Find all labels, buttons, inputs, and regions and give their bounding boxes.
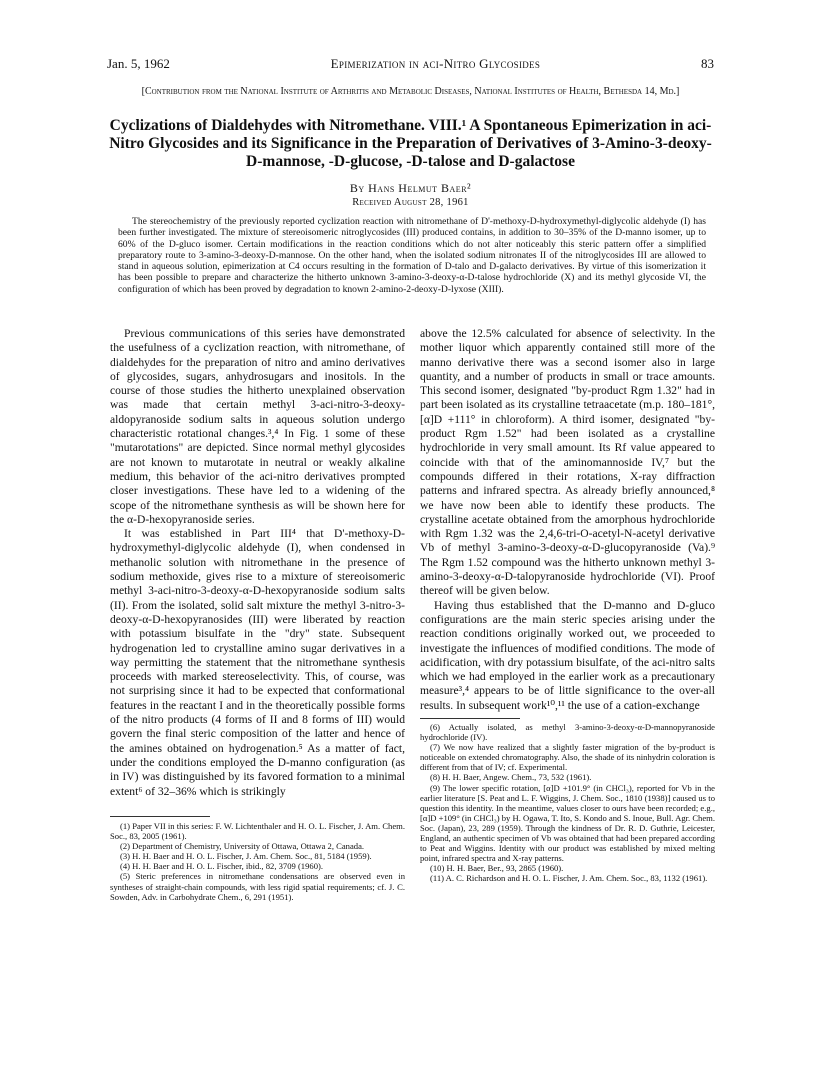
footnote: (4) H. H. Baer and H. O. L. Fischer, ibid., 82, 3709 (1960). — [120, 861, 324, 872]
author-byline: By Hans Helmut Baer² — [349, 181, 472, 195]
received-date: Received August 28, 1961 — [352, 197, 469, 208]
body-paragraph: Previous communications of this series have demonstrated the usefulness of a cyclization reaction, with nitromethane, of dialdehydes for the preparation of nitro and amino derivatives of glycosides, sugars, anhydrosugars and inositols. In the course of those studies the hitherto unexplained observation was made that certain methyl 3-aci-nitro-3-deoxy-aldopyranoside sodium salts in aqueous solution undergo characteristic rotational changes.³,⁴ In Fig. 1 some of these "mutarotations" are depicted. Since normal methyl glycosides are not known to mutarotate in neutral or weakly alkaline medium, this behavior of the aci-nitro derivatives prompted closer investigations. These have led to a widening of the scope of the nitromethane synthesis as will be shown here for the α-D-hexopyranoside series. — [110, 327, 405, 526]
body-paragraph: above the 12.5% calculated for absence of selectivity. In the mother liquor which apparently contained still more of the manno derivative there was a second isomer also in large quantity, and a number of products in small or trace amounts. This second isomer, designated "by-product Rgm 1.32" had in part been isolated as its crystalline tetraacetate (m.p. 180–181°, [α]D +111° in chloroform). A third isomer, designated "by-product Rgm 1.52" had been isolated as a crystalline hydrochloride in very small amount. Its Rf value appeared to coincide with that of the aminomannoside IV,⁷ but the compounds differed in their rotations, X-ray diffraction patterns and infrared spectra. As already briefly announced,⁸ we have now been able to identify these products. The crystalline acetate obtained from the amorphous hydrochloride with Rgm 1.32 was the 2,4,6-tri-O-acetyl-N-acetyl derivative Vb of methyl 3-amino-3-deoxy-α-D-glucopyranoside (Va).⁹ The Rgm 1.52 compound was the hitherto unknown methyl 3-amino-3-deoxy-α-D-talopyranoside hydrochloride (VI). Proof thereof will be given below. — [420, 327, 715, 598]
footnote: (9) The lower specific rotation, [α]D +101.9° (in CHCl₃), reported for Vb in the earlier literature [S. Peat and L. F. Wiggins, J. Chem. Soc., 1810 (1938)] caused us to question this identity. In the meantime, values closer to ours have been recorded; e.g., [α]D +109° (in CHCl₃) by H. Ogawa, T. Ito, S. Kondo and S. Inoue, Bull. Agr. Chem. Soc. (Japan), 23, 289 (1959). Through the kindness of Dr. R. D. Guthrie, Leicester, England, an authentic specimen of Vb was obtained that had been prepared according to Peat and Wiggins. Identity with our product was established by mixed melting point, infrared spectra and X-ray patterns. — [420, 782, 715, 864]
footnote: (8) H. H. Baer, Angew. Chem., 73, 532 (1961). — [430, 772, 592, 783]
footnote: (11) A. C. Richardson and H. O. L. Fischer, J. Am. Chem. Soc., 83, 1132 (1961). — [430, 873, 708, 884]
footnotes-left — [110, 821, 405, 902]
footnotes-right — [420, 722, 715, 884]
article-title: Cyclizations of Dialdehydes with Nitromethane. VIII.¹ A Spontaneous Epimerization in aci-Nitro Glycosides and its Significance in the Preparation of Derivatives of 3-Amino-3-deoxy-D-mannose, -D-glucose, -D-talose and D-galactose — [109, 117, 712, 170]
abstract: The stereochemistry of the previously reported cyclization reaction with nitromethane of D'-methoxy-D-hydroxymethyl-diglycolic aldehyde (I) has been further investigated. The mixture of stereoisomeric nitroglycosides (III) produced contains, in addition to 30–35% of the D-manno isomer, up to 60% of the D-gluco isomer. Certain modifications in the reaction conditions which do not alter noticeably this steric pattern offer a simplified preparatory route to 3-amino-3-deoxy-D-mannose. On the other hand, when the isolated sodium nitronates II of the nitroglycosides III are allowed to stand in aqueous solution, epimerization at C4 occurs resulting in the formation of D-talo and D-galacto derivatives. By virtue of this isomerization it has been possible to prepare and characterize the hitherto unknown 3-amino-3-deoxy-α-D-talose hydrochloride (X) and its methyl glycoside VI, the configuration of which has been proved by degradation to known 2-amino-2-deoxy-D-lyxose (XIII). — [118, 216, 706, 295]
footnote: (3) H. H. Baer and H. O. L. Fischer, J. Am. Chem. Soc., 81, 5184 (1959). — [120, 851, 372, 862]
footnote: (5) Steric preferences in nitromethane condensations are observed even in syntheses of straight-chain compounds, with less rigid spatial requirements; cf. J. C. Sowden, Adv. in Carbohydrate Chem., 6, 291 (1951). — [110, 871, 405, 902]
body-paragraph: It was established in Part III⁴ that D'-methoxy-D-hydroxymethyl-diglycolic aldehyde (I), when condensed in methanolic solution with nitromethane in the presence of sodium methoxide, gives rise to a mixture of stereoisomeric methyl 3-aci-nitro-3-deoxy-α-D-hexopyranoside sodium salts (II). From the isolated, solid salt mixture the methyl 3-nitro-3-deoxy-α-D-hexopyranosides (III) were liberated by reaction with potassium bisulfate in the "dry" state. Subsequent hydrogenation led to crystalline amino sugar derivatives in a way permitting the statement that the nitromethane synthesis proceeds with marked stereoselectivity. This, of course, was not surprising since it had to be expected that conformational features in the reactant I and in the theoretically possible forms of the nitro products (4 forms of II and 8 forms of III) would govern the final steric composition of the latter and hence of the amines obtained on hydrogenation.⁵ As a matter of fact, under the conditions employed the D-manno configuration (as in IV) was distinguished by its favored formation to a minimal extent⁶ of 32–36% which is strikingly — [110, 527, 405, 798]
right-column — [420, 327, 715, 713]
footnote: (7) We now have realized that a slightly faster migration of the by-product is noticeable on extended chromatography. Also, the shade of its ninhydrin coloration is different from that of IV; cf. Experimental. — [420, 742, 715, 773]
contribution-line: [Contribution from the National Institute of Arthritis and Metabolic Diseases, National Institutes of Health, Bethesda 14, Md.] — [141, 86, 680, 97]
running-head — [107, 56, 714, 74]
footnote-divider — [110, 816, 210, 817]
page-number: 83 — [701, 56, 714, 71]
left-column — [110, 327, 405, 809]
footnote: (6) Actually isolated, as methyl 3-amino-3-deoxy-α-D-mannopyranoside hydrochloride (IV). — [420, 722, 715, 743]
body-paragraph: Having thus established that the D-manno and D-gluco configurations are the main steric species arising under the reaction conditions originally worked out, we proceeded to investigate the influences of modified conditions. The mode of acidification, with dry potassium bisulfate, of the aci-nitro salts which we had employed in the earlier work as a precautionary measure³,⁴ appears to be of little significance to the over-all results. In subsequent work¹⁰,¹¹ the use of a cation-exchange — [420, 598, 715, 712]
footnote: (1) Paper VII in this series: F. W. Lichtenthaler and H. O. L. Fischer, J. Am. Chem. Soc., 83, 2005 (1961). — [110, 821, 405, 842]
issue-date: Jan. 5, 1962 — [107, 56, 170, 71]
footnote: (10) H. H. Baer, Ber., 93, 2865 (1960). — [430, 863, 564, 874]
footnote-divider — [420, 718, 520, 719]
footnote: (2) Department of Chemistry, University of Ottawa, Ottawa 2, Canada. — [120, 841, 365, 852]
running-title: Epimerization in aci-Nitro Glycosides — [330, 56, 541, 71]
